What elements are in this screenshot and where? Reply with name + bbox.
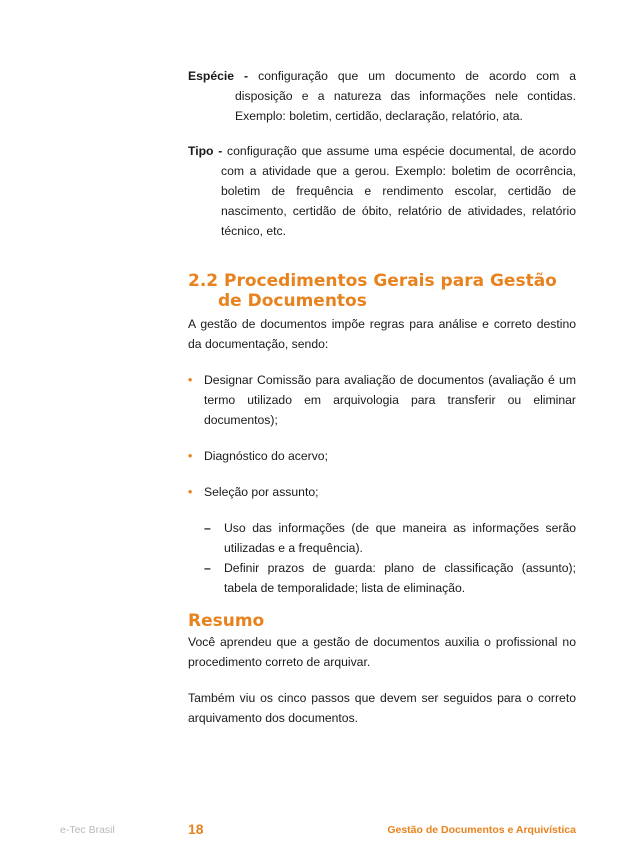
list-item-text: Seleção por assunto; xyxy=(204,485,319,499)
definition-text: configuração que um documento de acordo com a disposição e a natureza das informações nele contidas. Exemplo: boletim, certidão, declaração, relatório, ata. xyxy=(235,69,576,123)
sub-list-item-text: Uso das informações (de que maneira as informações serão utilizadas e a frequência). xyxy=(224,521,576,555)
resumo-paragraph: Também viu os cinco passos que devem ser seguidos para o correto arquivamento dos documentos. xyxy=(188,691,576,725)
resumo-heading: Resumo xyxy=(188,611,265,631)
bullet-icon: • xyxy=(188,485,193,499)
list-item xyxy=(188,482,576,502)
definition-term: Tipo - xyxy=(188,144,228,158)
sub-list-item xyxy=(204,558,576,598)
sub-list-item xyxy=(204,518,576,558)
definition-especie xyxy=(188,66,576,126)
definition-text: configuração que assume uma espécie documental, de acordo com a atividade que a gerou. Exemplo: boletim de ocorrência, boletim de frequência e rendimento escolar, certidão de nascimento, certidão de óbito, relatório de atividades, relatório técnico, etc. xyxy=(221,144,576,238)
dash-icon: – xyxy=(204,561,211,575)
section-intro: A gestão de documentos impõe regras para análise e correto destino da documentação, sendo: xyxy=(188,317,576,351)
section-heading: 2.2 Procedimentos Gerais para Gestão de Documentos xyxy=(188,271,557,311)
definition-term: Espécie - xyxy=(188,69,259,83)
bullet-list xyxy=(188,370,576,502)
sub-list-item-text: Definir prazos de guarda: plano de classificação (assunto); tabela de temporalidade; lista de eliminação. xyxy=(224,561,576,595)
bullet-icon: • xyxy=(188,373,193,387)
page-content xyxy=(188,66,576,728)
page-footer xyxy=(0,823,638,839)
list-item-text: Diagnóstico do acervo; xyxy=(204,449,328,463)
bullet-icon: • xyxy=(188,449,193,463)
definition-tipo xyxy=(188,141,576,241)
footer-brand: e-Tec Brasil xyxy=(60,824,115,836)
resumo-paragraph: Você aprendeu que a gestão de documentos auxilia o profissional no procedimento correto de arquivar. xyxy=(188,635,576,669)
footer-book-title: Gestão de Documentos e Arquivística xyxy=(387,824,576,836)
dash-icon: – xyxy=(204,521,211,535)
page-number: 18 xyxy=(188,821,204,837)
list-item xyxy=(188,370,576,430)
sub-list xyxy=(188,518,576,598)
list-item xyxy=(188,446,576,466)
list-item-text: Designar Comissão para avaliação de documentos (avaliação é um termo utilizado em arquivologia para transferir ou eliminar documentos); xyxy=(204,373,576,427)
